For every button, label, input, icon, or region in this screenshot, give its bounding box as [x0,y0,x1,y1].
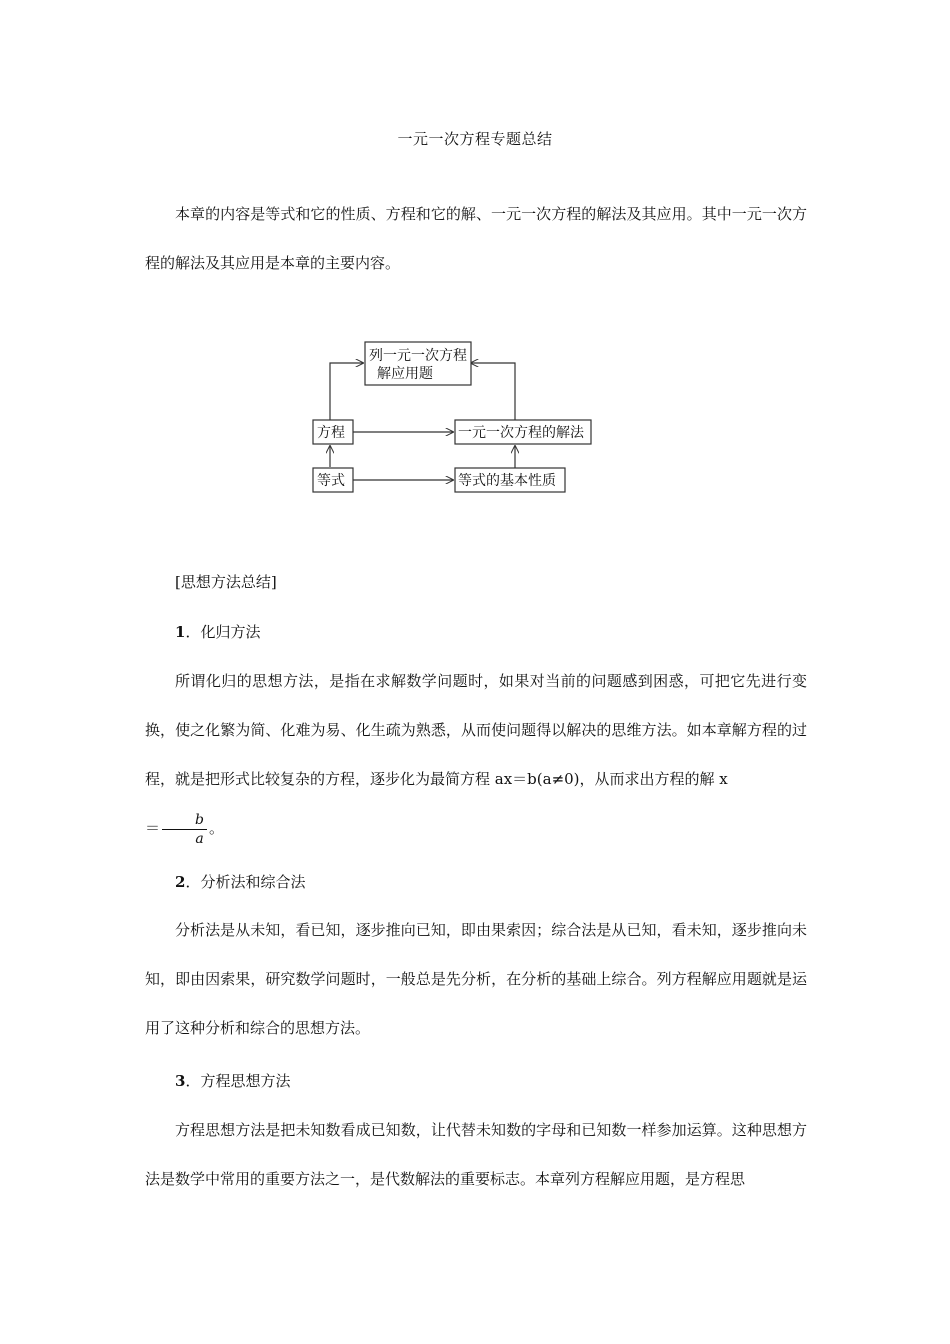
box-equality-props-label: 等式的基本性质 [458,473,556,489]
section-1-title: 化归方法 [200,623,261,641]
section-3-heading: 3．方程思想方法 [175,1072,291,1090]
section-1-heading: 1．化归方法 [175,623,261,641]
section-1-number: 1 [175,623,186,641]
arrow-equation-to-wordproblem [330,363,363,420]
formula-end: 。 [208,819,224,837]
section-2-number: 2 [175,873,186,891]
fraction-numerator: b [162,811,207,830]
box-equation [313,420,353,444]
box-word-problem-line2: 解应用题 [377,366,433,382]
fraction-denominator: a [195,830,204,847]
box-word-problem-line1: 列一元一次方程 [369,348,467,364]
document-title: 一元一次方程专题总结 [397,130,553,148]
box-equality [313,468,353,492]
box-equality-label: 等式 [317,473,345,489]
formula-eq: ＝ [145,819,161,837]
summary-header: [思想方法总结] [175,573,277,591]
intro-paragraph: 本章的内容是等式和它的性质、方程和它的解、一元一次方程的解法及其应用。其中一元一次方程的解法及其应用是本章的主要内容。 [145,205,807,272]
arrow-solving-to-wordproblem [471,363,515,420]
box-solving [455,420,591,444]
section-2-heading: 2．分析法和综合法 [175,873,306,891]
box-equality-props [455,468,565,492]
box-solving-label: 一元一次方程的解法 [458,425,584,441]
concept-diagram [300,330,620,500]
box-word-problem [365,342,471,385]
section-2-title: 分析法和综合法 [200,873,306,891]
fraction-b-over-a [162,811,207,848]
section-1-body [145,657,807,853]
box-equation-label: 方程 [317,425,345,441]
section-3-number: 3 [175,1072,186,1090]
section-3-title: 方程思想方法 [200,1072,291,1090]
section-1-body-text: 所谓化归的思想方法，是指在求解数学问题时，如果对当前的问题感到困惑，可把它先进行变换，使之化繁为简、化难为易、化生疏为熟悉，从而使问题得以解决的思维方法。如本章解方程的过程，就是把形式比较复杂的方程，逐步化为最简方程 ax＝b(a≠0)，从而求出方程的解 x [145,672,807,788]
section-2-body: 分析法是从未知，看已知，逐步推向已知，即由果索因；综合法是从已知，看未知，逐步推向未知，即由因索果，研究数学问题时，一般总是先分析，在分析的基础上综合。列方程解应用题就是运用了这种分析和综合的思想方法。 [145,921,807,1037]
section-3-body: 方程思想方法是把未知数看成已知数，让代替未知数的字母和已知数一样参加运算。这种思想方法是数学中常用的重要方法之一，是代数解法的重要标志。本章列方程解应用题，是方程思 [145,1121,807,1188]
